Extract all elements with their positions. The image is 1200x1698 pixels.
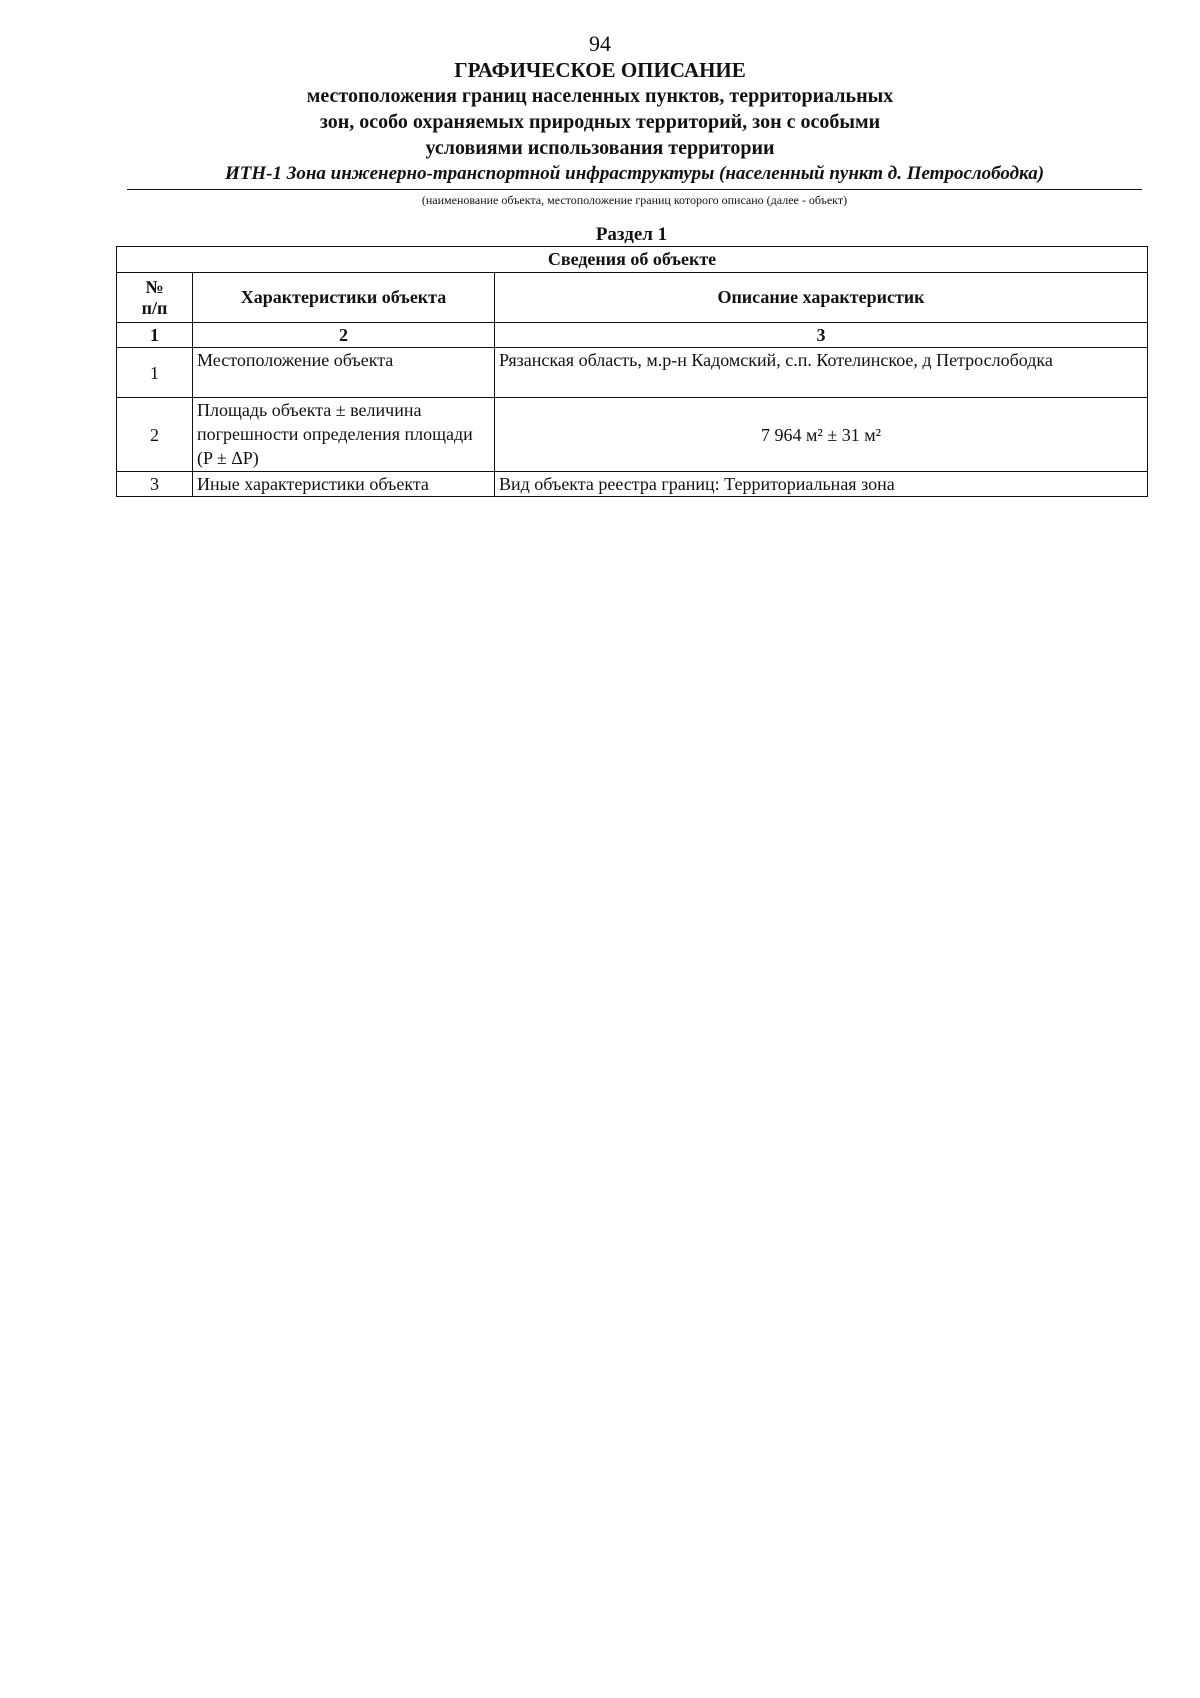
object-name-underline: [127, 189, 1142, 190]
object-info-table: [116, 246, 1148, 497]
page-number: 94: [589, 31, 611, 56]
table-row: [117, 348, 1148, 398]
document-title: ГРАФИЧЕСКОЕ ОПИСАНИЕ: [454, 58, 746, 82]
subtitle-line: условиями использования территории: [425, 137, 775, 159]
table-caption-row: [117, 247, 1148, 273]
header-number: [117, 273, 193, 323]
column-number: 2: [193, 323, 495, 348]
table-row: [117, 472, 1148, 497]
section-title: Раздел 1: [595, 224, 668, 245]
row-description: Вид объекта реестра границ: Территориальная зона: [495, 472, 1148, 497]
subtitle-line: зон, особо охраняемых природных территорий, зон с особыми: [319, 111, 881, 133]
row-characteristic: Иные характеристики объекта: [193, 472, 495, 497]
row-characteristic: Площадь объекта ± величина погрешности определения площади (P ± ΔP): [193, 398, 495, 472]
column-number-row: [117, 323, 1148, 348]
column-number: 3: [495, 323, 1148, 348]
table-header-row: [117, 273, 1148, 323]
row-number: 3: [117, 472, 193, 497]
row-description: 7 964 м² ± 31 м²: [495, 398, 1148, 472]
header-number-text: № п/п: [141, 276, 168, 318]
object-name: ИТН-1 Зона инженерно-транспортной инфраструктуры (населенный пункт д. Петрослободка): [224, 163, 1045, 184]
header-description: Описание характеристик: [495, 273, 1148, 323]
object-name-caption: (наименование объекта, местоположение границ которого описано (далее - объект): [421, 193, 848, 207]
row-number: 1: [117, 348, 193, 398]
row-characteristic: Местоположение объекта: [193, 348, 495, 398]
row-description: Рязанская область, м.р-н Кадомский, с.п. Котелинское, д Петрослободка: [495, 348, 1148, 398]
column-number: 1: [117, 323, 193, 348]
table-row: [117, 398, 1148, 472]
row-number: 2: [117, 398, 193, 472]
header-characteristic: Характеристики объекта: [193, 273, 495, 323]
table-caption: Сведения об объекте: [117, 247, 1148, 273]
subtitle-line: местоположения границ населенных пунктов, территориальных: [306, 85, 894, 107]
document-subtitle: [0, 83, 1200, 161]
